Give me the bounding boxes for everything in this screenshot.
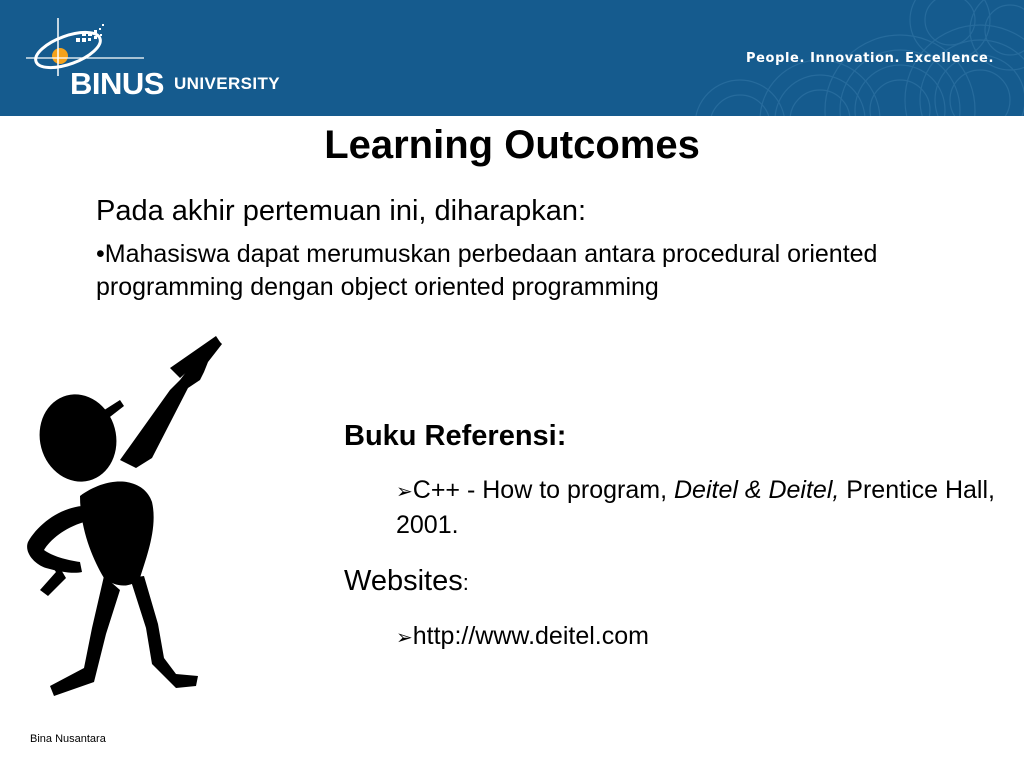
references-heading: Buku Referensi: <box>344 420 567 452</box>
slide-footer: Bina Nusantara <box>30 733 106 745</box>
slide-header <box>0 0 1024 116</box>
slide-intro: Pada akhir pertemuan ini, diharapkan: <box>96 195 587 227</box>
websites-heading-text: Websites <box>344 565 463 597</box>
binus-logo <box>26 18 326 108</box>
website-url[interactable]: http://www.deitel.com <box>412 622 649 650</box>
logo-brand-suffix: UNIVERSITY <box>174 74 281 93</box>
website-link[interactable] <box>396 620 649 655</box>
arrow-bullet-icon: ➢ <box>396 481 413 503</box>
slide-title: Learning Outcomes <box>324 123 700 167</box>
arrow-bullet-icon: ➢ <box>396 627 413 649</box>
logo-accent-dot <box>52 48 68 64</box>
websites-heading <box>344 563 469 601</box>
learning-outcome-bullet <box>96 238 1006 304</box>
reference-title: C++ - How to program, <box>412 476 674 504</box>
reference-item <box>396 474 1016 542</box>
pointing-stick-figure-icon <box>20 328 240 708</box>
bullet-text: Mahasiswa dapat merumuskan perbedaan antara procedural oriented programming dengan object oriented programming <box>96 240 878 301</box>
websites-heading-colon: : <box>462 570 469 595</box>
logo-brand-text: BINUS <box>70 66 164 101</box>
bullet-marker: • <box>96 240 105 268</box>
reference-authors: Deitel & Deitel, <box>673 476 840 504</box>
reference-publisher: Prentice Hall, 2001. <box>396 476 995 539</box>
header-tagline: People. Innovation. Excellence. <box>746 51 994 66</box>
